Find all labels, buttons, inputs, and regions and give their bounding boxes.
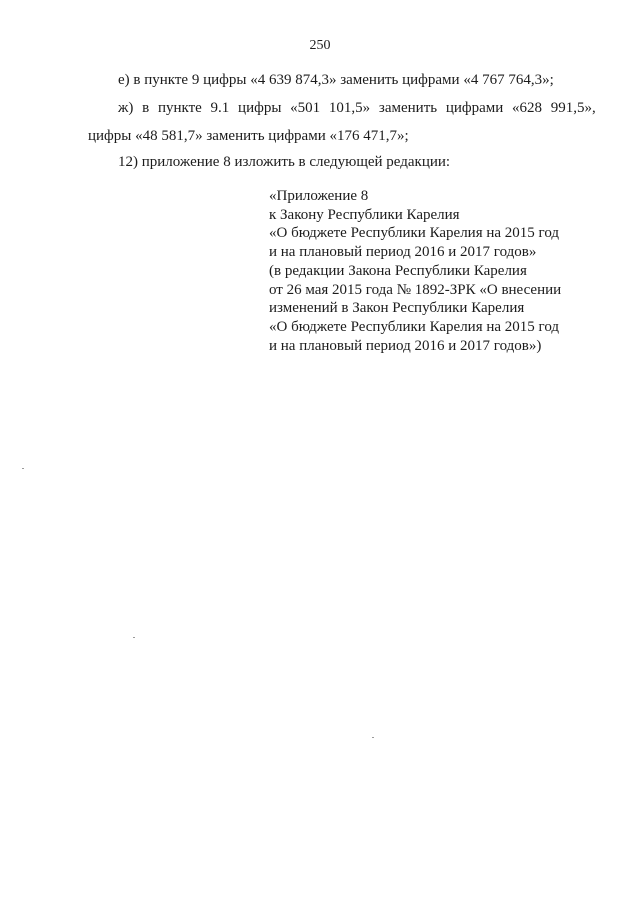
appendix-line: (в редакции Закона Республики Карелия — [269, 262, 527, 279]
appendix-line: «О бюджете Республики Карелия на 2015 год — [269, 318, 560, 335]
appendix-line: и на плановый период 2016 и 2017 годов» — [269, 244, 537, 261]
scan-speck — [372, 737, 374, 738]
appendix-line: и на плановый период 2016 и 2017 годов») — [269, 337, 542, 354]
appendix-line: «О бюджете Республики Карелия на 2015 год — [269, 225, 560, 242]
scan-speck — [133, 637, 135, 638]
appendix-header-block — [269, 187, 589, 355]
scan-speck — [22, 468, 24, 469]
paragraph-item-12: 12) приложение 8 изложить в следующей редакции: — [118, 154, 451, 170]
appendix-line: к Закону Республики Карелия — [269, 206, 460, 223]
paragraph-zh-line-2: цифры «48 581,7» заменить цифрами «176 471,7»; — [88, 128, 409, 144]
appendix-line: изменений в Закон Республики Карелия — [269, 300, 525, 317]
paragraph-e: е) в пункте 9 цифры «4 639 874,3» заменить цифрами «4 767 764,3»; — [118, 72, 554, 88]
appendix-line: «Приложение 8 — [269, 188, 369, 204]
page-number: 250 — [309, 38, 331, 53]
appendix-line: от 26 мая 2015 года № 1892-ЗРК «О внесении — [269, 281, 562, 298]
paragraph-zh-line-1: ж) в пункте 9.1 цифры «501 101,5» заменить цифрами «628 991,5», — [118, 100, 596, 116]
